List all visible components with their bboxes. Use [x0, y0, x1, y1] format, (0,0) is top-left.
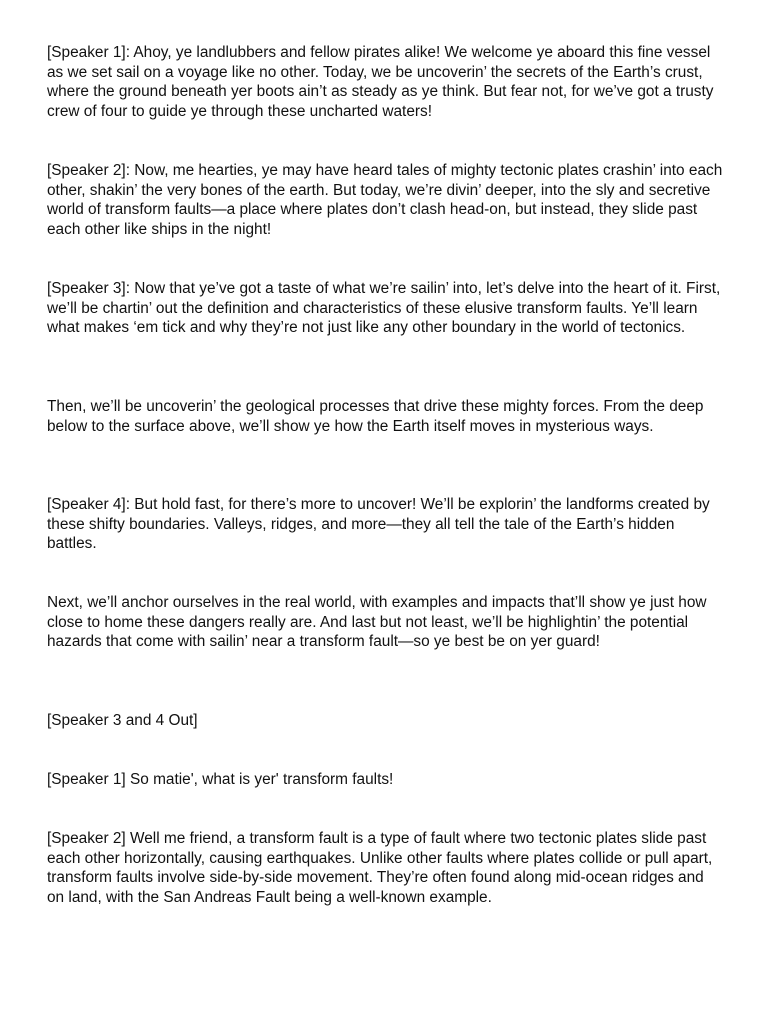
paragraph-speaker-4-intro: [Speaker 4]: But hold fast, for there’s more to uncover! We’ll be explorin’ the landforms created by these shifty boundaries. Valleys, ridges, and more—they all tell the tale of the Earth’s hidden battles. [47, 496, 710, 553]
paragraph-real-world-hazards: Next, we’ll anchor ourselves in the real world, with examples and impacts that’ll show ye just how close to home these dangers really are. And last but not least, we’ll be highlightin’ the potential hazards that come with sailin’ near a transform fault—so ye best be on yer guard! [47, 594, 707, 651]
paragraph-speaker-2-definition: [Speaker 2] Well me friend, a transform fault is a type of fault where two tectonic plates slide past each other horizontally, causing earthquakes. Unlike other faults where plates collide or pull apart, transform faults involve side-by-side movement. They’re often found along mid-ocean ridges and on land, with the San Andreas Fault being a well-known example. [47, 830, 713, 907]
paragraph-speaker-1-intro: [Speaker 1]: Ahoy, ye landlubbers and fellow pirates alike! We welcome ye aboard this fine vessel as we set sail on a voyage like no other. Today, we be uncoverin’ the secrets of the Earth’s crust, where the ground beneath yer boots ain’t as steady as ye think. But fear not, for we’ve got a trusty crew of four to guide ye through these uncharted waters! [47, 44, 714, 121]
paragraph-speakers-out: [Speaker 3 and 4 Out] [47, 712, 198, 729]
paragraph-geological-processes: Then, we’ll be uncoverin’ the geological processes that drive these mighty forces. From the deep below to the surface above, we’ll show ye how the Earth itself moves in mysterious ways. [47, 398, 704, 435]
paragraph-speaker-3-intro: [Speaker 3]: Now that ye’ve got a taste of what we’re sailin’ into, let’s delve into the heart of it. First, we’ll be chartin’ out the definition and characteristics of these elusive transform faults. Ye’ll learn what makes ‘em tick and why they’re not just like any other boundary in the world of tectonics. [47, 280, 721, 337]
paragraph-speaker-2-intro: [Speaker 2]: Now, me hearties, ye may have heard tales of mighty tectonic plates crashin’ into each other, shakin’ the very bones of the earth. But today, we’re divin’ deeper, into the sly and secretive world of transform faults—a place where plates don’t clash head-on, but instead, they slide past each other like ships in the night! [47, 162, 723, 239]
paragraph-speaker-1-question: [Speaker 1] So matie', what is yer' transform faults! [47, 771, 394, 788]
